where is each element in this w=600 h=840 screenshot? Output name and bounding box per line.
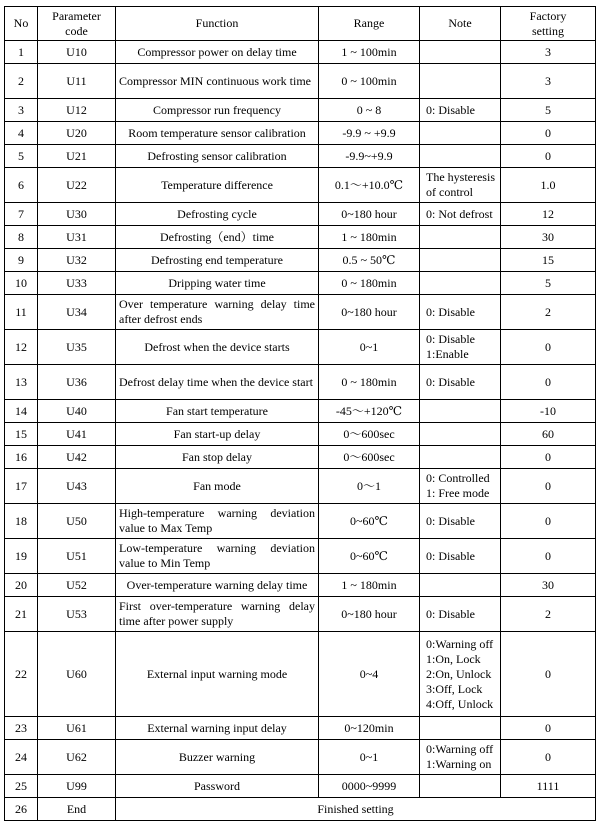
table-row (5, 446, 596, 469)
cell-function: Defrost delay time when the device start (116, 365, 319, 400)
header-note: Note (420, 7, 501, 41)
cell-note: 0: Disable (420, 597, 501, 632)
cell-note: 0: Disable 1:Enable (420, 330, 501, 365)
cell-factory-setting: 12 (501, 203, 596, 226)
table-row (5, 775, 596, 798)
cell-range: 1 ~ 180min (319, 226, 420, 249)
cell-range: 0~180 hour (319, 203, 420, 226)
cell-factory-setting: 15 (501, 249, 596, 272)
cell-range: 0~60℃ (319, 539, 420, 574)
cell-no: 11 (5, 295, 38, 330)
cell-factory-setting: 30 (501, 226, 596, 249)
table-row (5, 41, 596, 64)
cell-factory-setting: 0 (501, 365, 596, 400)
cell-factory-setting: 0 (501, 539, 596, 574)
table-row (5, 423, 596, 446)
cell-range: 0 ~ 180min (319, 272, 420, 295)
header-range: Range (319, 7, 420, 41)
cell-parameter-code: U12 (38, 99, 116, 122)
cell-no: 13 (5, 365, 38, 400)
cell-parameter-code: U43 (38, 469, 116, 504)
cell-function: Compressor run frequency (116, 99, 319, 122)
cell-function: External warning input delay (116, 717, 319, 740)
cell-no: 8 (5, 226, 38, 249)
table-body (5, 41, 596, 821)
cell-parameter-code: U51 (38, 539, 116, 574)
cell-note (420, 400, 501, 423)
cell-function: Buzzer warning (116, 740, 319, 775)
cell-parameter-code: U33 (38, 272, 116, 295)
cell-no: 12 (5, 330, 38, 365)
cell-range: 0000~9999 (319, 775, 420, 798)
cell-range: 0～600sec (319, 423, 420, 446)
cell-function: High-temperature warning deviation value to Max Temp (116, 504, 319, 539)
cell-note (420, 717, 501, 740)
cell-function: Compressor MIN continuous work time (116, 64, 319, 99)
cell-factory-setting: 5 (501, 272, 596, 295)
cell-parameter-code: U20 (38, 122, 116, 145)
cell-note: 0: Controlled 1: Free mode (420, 469, 501, 504)
table-row (5, 632, 596, 717)
cell-parameter-code: U22 (38, 168, 116, 203)
cell-no: 18 (5, 504, 38, 539)
cell-function: Fan start-up delay (116, 423, 319, 446)
cell-factory-setting: 0 (501, 504, 596, 539)
parameter-table (4, 6, 596, 821)
cell-parameter-code: U11 (38, 64, 116, 99)
cell-range: 1 ~ 100min (319, 41, 420, 64)
cell-note (420, 226, 501, 249)
cell-parameter-code: U30 (38, 203, 116, 226)
cell-parameter-code: U34 (38, 295, 116, 330)
cell-function: Dripping water time (116, 272, 319, 295)
cell-parameter-code: U10 (38, 41, 116, 64)
table-row (5, 740, 596, 775)
table-row (5, 400, 596, 423)
cell-parameter-code: U61 (38, 717, 116, 740)
cell-range: -9.9~+9.9 (319, 145, 420, 168)
table-row (5, 597, 596, 632)
cell-range: 0~1 (319, 740, 420, 775)
cell-no: 4 (5, 122, 38, 145)
cell-note (420, 122, 501, 145)
cell-note: 0:Warning off 1:Warning on (420, 740, 501, 775)
table-row (5, 504, 596, 539)
cell-function: Over-temperature warning delay time (116, 574, 319, 597)
cell-factory-setting: 0 (501, 145, 596, 168)
cell-no: 6 (5, 168, 38, 203)
cell-function: External input warning mode (116, 632, 319, 717)
cell-range: 0 ~ 8 (319, 99, 420, 122)
cell-note (420, 423, 501, 446)
cell-parameter-code: U53 (38, 597, 116, 632)
header-function: Function (116, 7, 319, 41)
cell-no: 17 (5, 469, 38, 504)
table-row (5, 539, 596, 574)
cell-factory-setting: 0 (501, 446, 596, 469)
cell-note (420, 145, 501, 168)
cell-function: Defrosting（end）time (116, 226, 319, 249)
cell-range: -45～+120℃ (319, 400, 420, 423)
cell-no: 26 (5, 798, 38, 821)
cell-range: 0~180 hour (319, 295, 420, 330)
cell-no: 19 (5, 539, 38, 574)
cell-note (420, 64, 501, 99)
cell-range: 0~120min (319, 717, 420, 740)
cell-no: 2 (5, 64, 38, 99)
cell-factory-setting: 30 (501, 574, 596, 597)
cell-function: Compressor power on delay time (116, 41, 319, 64)
table-row (5, 99, 596, 122)
table-row (5, 574, 596, 597)
cell-factory-setting: 0 (501, 717, 596, 740)
cell-range: 0 ~ 100min (319, 64, 420, 99)
table-row (5, 717, 596, 740)
cell-parameter-code: U52 (38, 574, 116, 597)
cell-function: Defrosting end temperature (116, 249, 319, 272)
cell-no: 15 (5, 423, 38, 446)
table-row (5, 122, 596, 145)
cell-function: Defrosting sensor calibration (116, 145, 319, 168)
cell-factory-setting: 3 (501, 41, 596, 64)
cell-no: 5 (5, 145, 38, 168)
cell-range: 0.1～+10.0℃ (319, 168, 420, 203)
cell-factory-setting: 0 (501, 469, 596, 504)
cell-parameter-code: U32 (38, 249, 116, 272)
cell-parameter-code: U35 (38, 330, 116, 365)
header-row (5, 7, 596, 41)
cell-range: 0～600sec (319, 446, 420, 469)
cell-no: 20 (5, 574, 38, 597)
cell-note: 0: Disable (420, 295, 501, 330)
cell-no: 9 (5, 249, 38, 272)
cell-function: Fan start temperature (116, 400, 319, 423)
table-row (5, 330, 596, 365)
cell-no: 14 (5, 400, 38, 423)
header-parameter-code: Parameter code (38, 7, 116, 41)
cell-factory-setting: 2 (501, 597, 596, 632)
cell-range: 0 ~ 180min (319, 365, 420, 400)
table-row (5, 145, 596, 168)
cell-parameter-code: End (38, 798, 116, 821)
cell-range: 0~4 (319, 632, 420, 717)
cell-note: 0:Warning off 1:On, Lock 2:On, Unlock 3:Off, Lock 4:Off, Unlock (420, 632, 501, 717)
table-row (5, 203, 596, 226)
cell-function: Fan mode (116, 469, 319, 504)
cell-factory-setting: 1111 (501, 775, 596, 798)
cell-range: 1 ~ 180min (319, 574, 420, 597)
cell-parameter-code: U40 (38, 400, 116, 423)
cell-note: The hysteresis of control (420, 168, 501, 203)
cell-note (420, 775, 501, 798)
cell-finished-setting: Finished setting (116, 798, 596, 821)
cell-note: 0: Disable (420, 99, 501, 122)
cell-note: 0: Disable (420, 539, 501, 574)
cell-note (420, 574, 501, 597)
cell-note: 0: Disable (420, 365, 501, 400)
cell-no: 1 (5, 41, 38, 64)
cell-function: Low-temperature warning deviation value to Min Temp (116, 539, 319, 574)
cell-function: Defrosting cycle (116, 203, 319, 226)
cell-range: 0～1 (319, 469, 420, 504)
cell-parameter-code: U21 (38, 145, 116, 168)
cell-function: Room temperature sensor calibration (116, 122, 319, 145)
table-row (5, 272, 596, 295)
cell-function: Over temperature warning delay time after defrost ends (116, 295, 319, 330)
cell-parameter-code: U41 (38, 423, 116, 446)
cell-factory-setting: 0 (501, 330, 596, 365)
cell-parameter-code: U62 (38, 740, 116, 775)
table-row (5, 168, 596, 203)
cell-function: Fan stop delay (116, 446, 319, 469)
table-row (5, 226, 596, 249)
table-row (5, 469, 596, 504)
cell-parameter-code: U50 (38, 504, 116, 539)
table-row (5, 798, 596, 821)
cell-no: 25 (5, 775, 38, 798)
cell-note (420, 272, 501, 295)
cell-factory-setting: 1.0 (501, 168, 596, 203)
cell-factory-setting: 2 (501, 295, 596, 330)
cell-function: Defrost when the device starts (116, 330, 319, 365)
cell-note (420, 41, 501, 64)
cell-range: 0~180 hour (319, 597, 420, 632)
header-factory-setting: Factory setting (501, 7, 596, 41)
cell-function: First over-temperature warning delay time after power supply (116, 597, 319, 632)
table-row (5, 365, 596, 400)
cell-parameter-code: U60 (38, 632, 116, 717)
cell-note: 0: Not defrost (420, 203, 501, 226)
cell-range: 0~1 (319, 330, 420, 365)
cell-no: 24 (5, 740, 38, 775)
table-row (5, 249, 596, 272)
cell-parameter-code: U42 (38, 446, 116, 469)
cell-no: 10 (5, 272, 38, 295)
cell-range: 0.5 ~ 50℃ (319, 249, 420, 272)
cell-no: 21 (5, 597, 38, 632)
header-no: No (5, 7, 38, 41)
cell-function: Password (116, 775, 319, 798)
cell-factory-setting: 0 (501, 740, 596, 775)
cell-note (420, 249, 501, 272)
cell-range: 0~60℃ (319, 504, 420, 539)
cell-parameter-code: U99 (38, 775, 116, 798)
cell-note (420, 446, 501, 469)
cell-no: 22 (5, 632, 38, 717)
cell-factory-setting: 0 (501, 122, 596, 145)
cell-factory-setting: 60 (501, 423, 596, 446)
cell-factory-setting: 0 (501, 632, 596, 717)
cell-range: -9.9 ~ +9.9 (319, 122, 420, 145)
cell-no: 23 (5, 717, 38, 740)
cell-factory-setting: -10 (501, 400, 596, 423)
cell-no: 3 (5, 99, 38, 122)
cell-no: 7 (5, 203, 38, 226)
cell-factory-setting: 5 (501, 99, 596, 122)
table-row (5, 64, 596, 99)
cell-no: 16 (5, 446, 38, 469)
cell-factory-setting: 3 (501, 64, 596, 99)
cell-parameter-code: U31 (38, 226, 116, 249)
cell-note: 0: Disable (420, 504, 501, 539)
cell-function: Temperature difference (116, 168, 319, 203)
table-row (5, 295, 596, 330)
cell-parameter-code: U36 (38, 365, 116, 400)
